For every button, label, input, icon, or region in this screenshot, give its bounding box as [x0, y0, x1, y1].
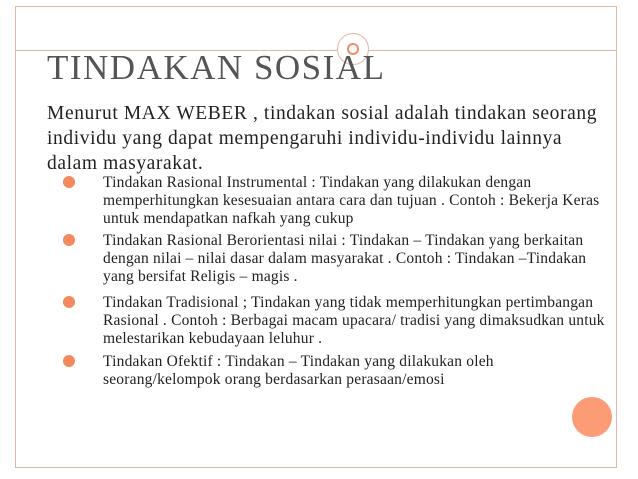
bullet-text: Tindakan Rasional Instrumental : Tindakan yang dilakukan dengan memperhitungkan kesesuaian antara cara dan tujuan . Contoh : Bekerja Keras untuk mendapatkan nafkah yang cukup — [103, 174, 600, 227]
slide-title: TINDAKAN SOSIAL — [47, 48, 386, 87]
list-item — [60, 353, 605, 389]
intro-paragraph: Menurut MAX WEBER , tindakan sosial adalah tindakan seorang individu yang dapat mempengaruhi individu-individu lainnya dalam masyarakat. — [47, 103, 598, 174]
bullet-text: Tindakan Ofektif : Tindakan – Tindakan yang dilakukan oleh seorang/kelompok orang berdasarkan perasaan/emosi — [103, 353, 494, 388]
bullet-icon — [63, 296, 75, 308]
bullet-icon — [63, 176, 75, 188]
list-item — [60, 294, 605, 348]
corner-circle-icon — [570, 395, 614, 439]
bullet-text: Tindakan Tradisional ; Tindakan yang tidak memperhitungkan pertimbangan Rasional . Contoh : Berbagai macam upacara/ tradisi yang dimaksudkan untuk melestarikan kebudayaan leluhur . — [103, 294, 605, 347]
bullet-list — [60, 174, 605, 389]
list-item — [60, 174, 605, 228]
bullet-icon — [63, 355, 75, 367]
bullet-text: Tindakan Rasional Berorientasi nilai : Tindakan – Tindakan yang berkaitan dengan nilai – nilai dasar dalam masyarakat . Contoh : Tindakan –Tindakan yang bersifat Religis – magis . — [103, 232, 587, 285]
bullet-icon — [63, 234, 75, 246]
list-item — [60, 232, 605, 286]
